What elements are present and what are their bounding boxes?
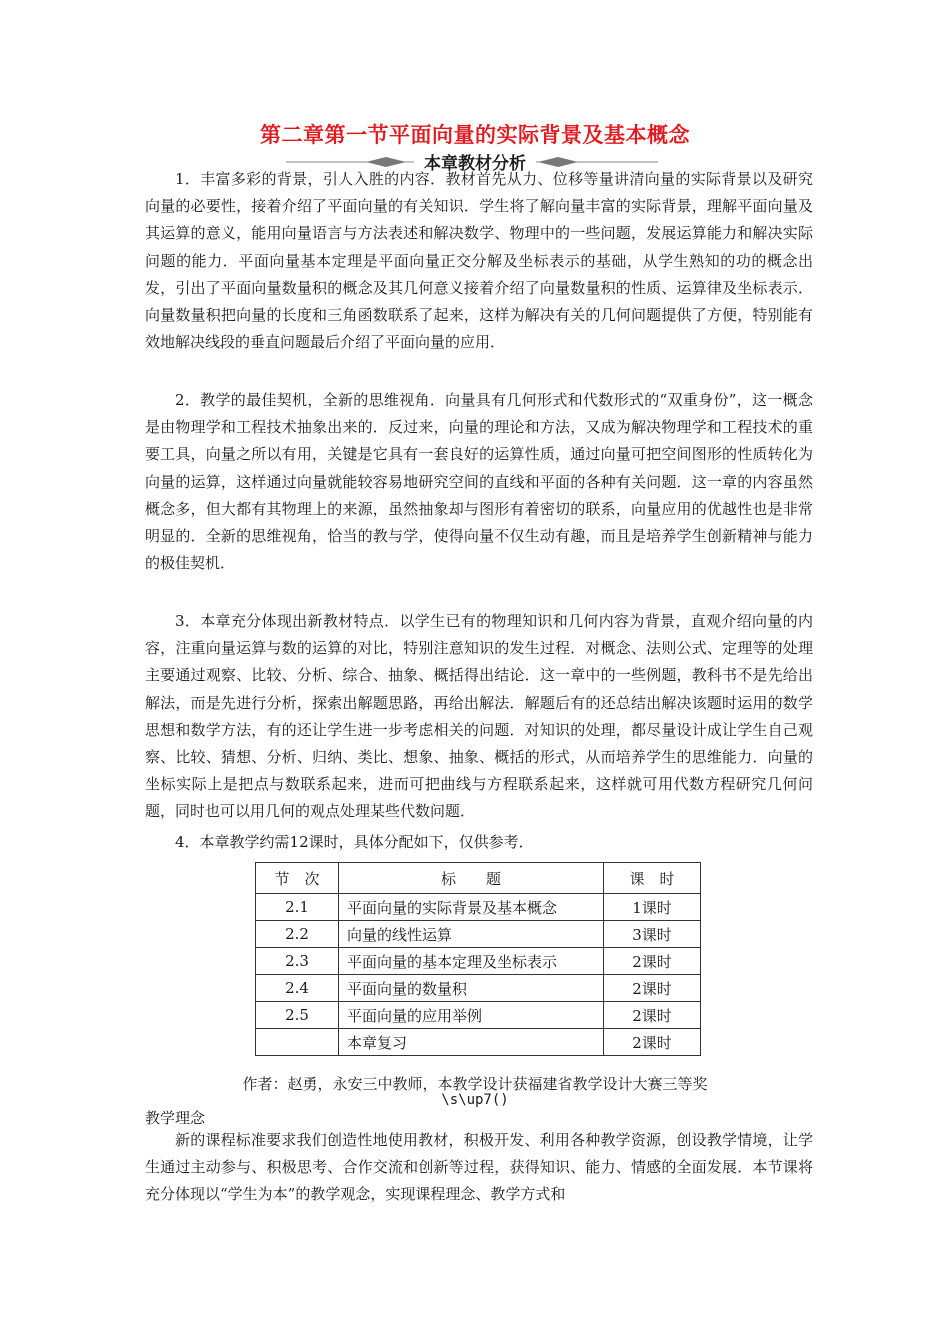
cell-hours: 3课时 — [604, 921, 701, 948]
cell-title: 平面向量的基本定理及坐标表示 — [339, 948, 604, 975]
section-heading: 教学理念 — [145, 1109, 206, 1127]
philosophy-paragraph: 新的课程标准要求我们创造性地使用教材，积极开发、利用各种教学资源，创设教学情境，让学生通过主动参与、积极思考、合作交流和创新等过程，获得知识、能力、情感的全面发展．本节课将充分体现以“学生为本”的教学观念，实现课程理念、教学方式和 — [145, 1131, 813, 1204]
cell-section: 2.4 — [256, 975, 339, 1002]
table-row — [256, 1029, 701, 1056]
paragraph-4: 4．本章教学约需12课时，具体分配如下，仅供参考． — [175, 833, 534, 851]
page-title: 第二章第一节平面向量的实际背景及基本概念 — [260, 123, 690, 147]
paragraph-3: 3．本章充分体现出新教材特点．以学生已有的物理知识和几何内容为背景，直观介绍向量的内容，注重向量运算与数的运算的对比，特别注意知识的发生过程．对概念、法则公式、定理等的处理主要通过观察、比较、分析、综合、抽象、概括得出结论．这一章中的一些例题，教科书不是先给出解法，而是先进行分析，探索出解题思路，再给出解法．解题后有的还总结出解决该题时运用的数学思想和数学方法，有的还让学生进一步考虑相关的问题．对知识的处理，都尽量设计成让学生自己观察、比较、猜想、分析、归纳、类比、想象、抽象、概括的形式，从而培养学生的思维能力．向量的坐标实际上是把点与数联系起来，进而可把曲线与方程联系起来，这样就可用代数方程研究几何问题，同时也可以用几何的观点处理某些代数问题． — [145, 612, 813, 821]
cell-hours: 2课时 — [604, 1002, 701, 1029]
cell-title: 本章复习 — [339, 1029, 604, 1056]
table-row — [256, 921, 701, 948]
cell-title: 平面向量的数量积 — [339, 975, 604, 1002]
paragraph-2: 2．教学的最佳契机，全新的思维视角．向量具有几何形式和代数形式的“双重身份”，这一概念是由物理学和工程技术抽象出来的．反过来，向量的理论和方法，又成为解决物理学和工程技术的重要工具，向量之所以有用，关键是它具有一套良好的运算性质，通过向量可把空间图形的性质转化为向量的运算，这样通过向量就能较容易地研究空间的直线和平面的各种有关问题．这一章的内容虽然概念多，但大都有其物理上的来源，虽然抽象却与图形有着密切的联系，向量应用的优越性也是非常明显的．全新的思维视角，恰当的教与学，使得向量不仅生动有趣，而且是培养学生创新精神与能力的极佳契机． — [145, 391, 813, 573]
cell-title: 平面向量的应用举例 — [339, 1002, 604, 1029]
paragraph-1: 1．丰富多彩的背景，引人入胜的内容．教材首先从力、位移等量讲清向量的实际背景以及研究向量的必要性，接着介绍了平面向量的有关知识．学生将了解向量丰富的实际背景，理解平面向量及其运算的意义，能用向量语言与方法表述和解决数学、物理中的一些问题，发展运算能力和解决实际问题的能力．平面向量基本定理是平面向量正交分解及坐标表示的基础，从学生熟知的功的概念出发，引出了平面向量数量积的概念及其几何意义接着介绍了向量数量积的性质、运算律及坐标表示．向量数量积把向量的长度和三角函数联系了起来，这样为解决有关的几何问题提供了方便，特别能有效地解决线段的垂直问题最后介绍了平面向量的应用． — [145, 170, 813, 352]
cell-section: 2.3 — [256, 948, 339, 975]
table-row — [256, 894, 701, 921]
chapter-subtitle: 本章教材分析 — [0, 149, 950, 174]
cell-section — [256, 1029, 339, 1056]
header-section: 节 次 — [256, 863, 339, 894]
table-row — [256, 948, 701, 975]
cell-hours: 2课时 — [604, 948, 701, 975]
code-artifact: \s\up7() — [441, 1092, 509, 1108]
header-title: 标 题 — [339, 863, 604, 894]
cell-section: 2.1 — [256, 894, 339, 921]
cell-title: 向量的线性运算 — [339, 921, 604, 948]
header-hours: 课 时 — [604, 863, 701, 894]
cell-hours: 2课时 — [604, 1029, 701, 1056]
cell-hours: 2课时 — [604, 975, 701, 1002]
table-row — [256, 975, 701, 1002]
lesson-allocation-table — [255, 862, 701, 1056]
author-note: 作者：赵勇，永安三中教师，本教学设计获福建省教学设计大赛三等奖 — [242, 1075, 708, 1093]
cell-section: 2.2 — [256, 921, 339, 948]
table-row — [256, 1002, 701, 1029]
cell-title: 平面向量的实际背景及基本概念 — [339, 894, 604, 921]
cell-hours: 1课时 — [604, 894, 701, 921]
cell-section: 2.5 — [256, 1002, 339, 1029]
table-header-row — [256, 863, 701, 894]
